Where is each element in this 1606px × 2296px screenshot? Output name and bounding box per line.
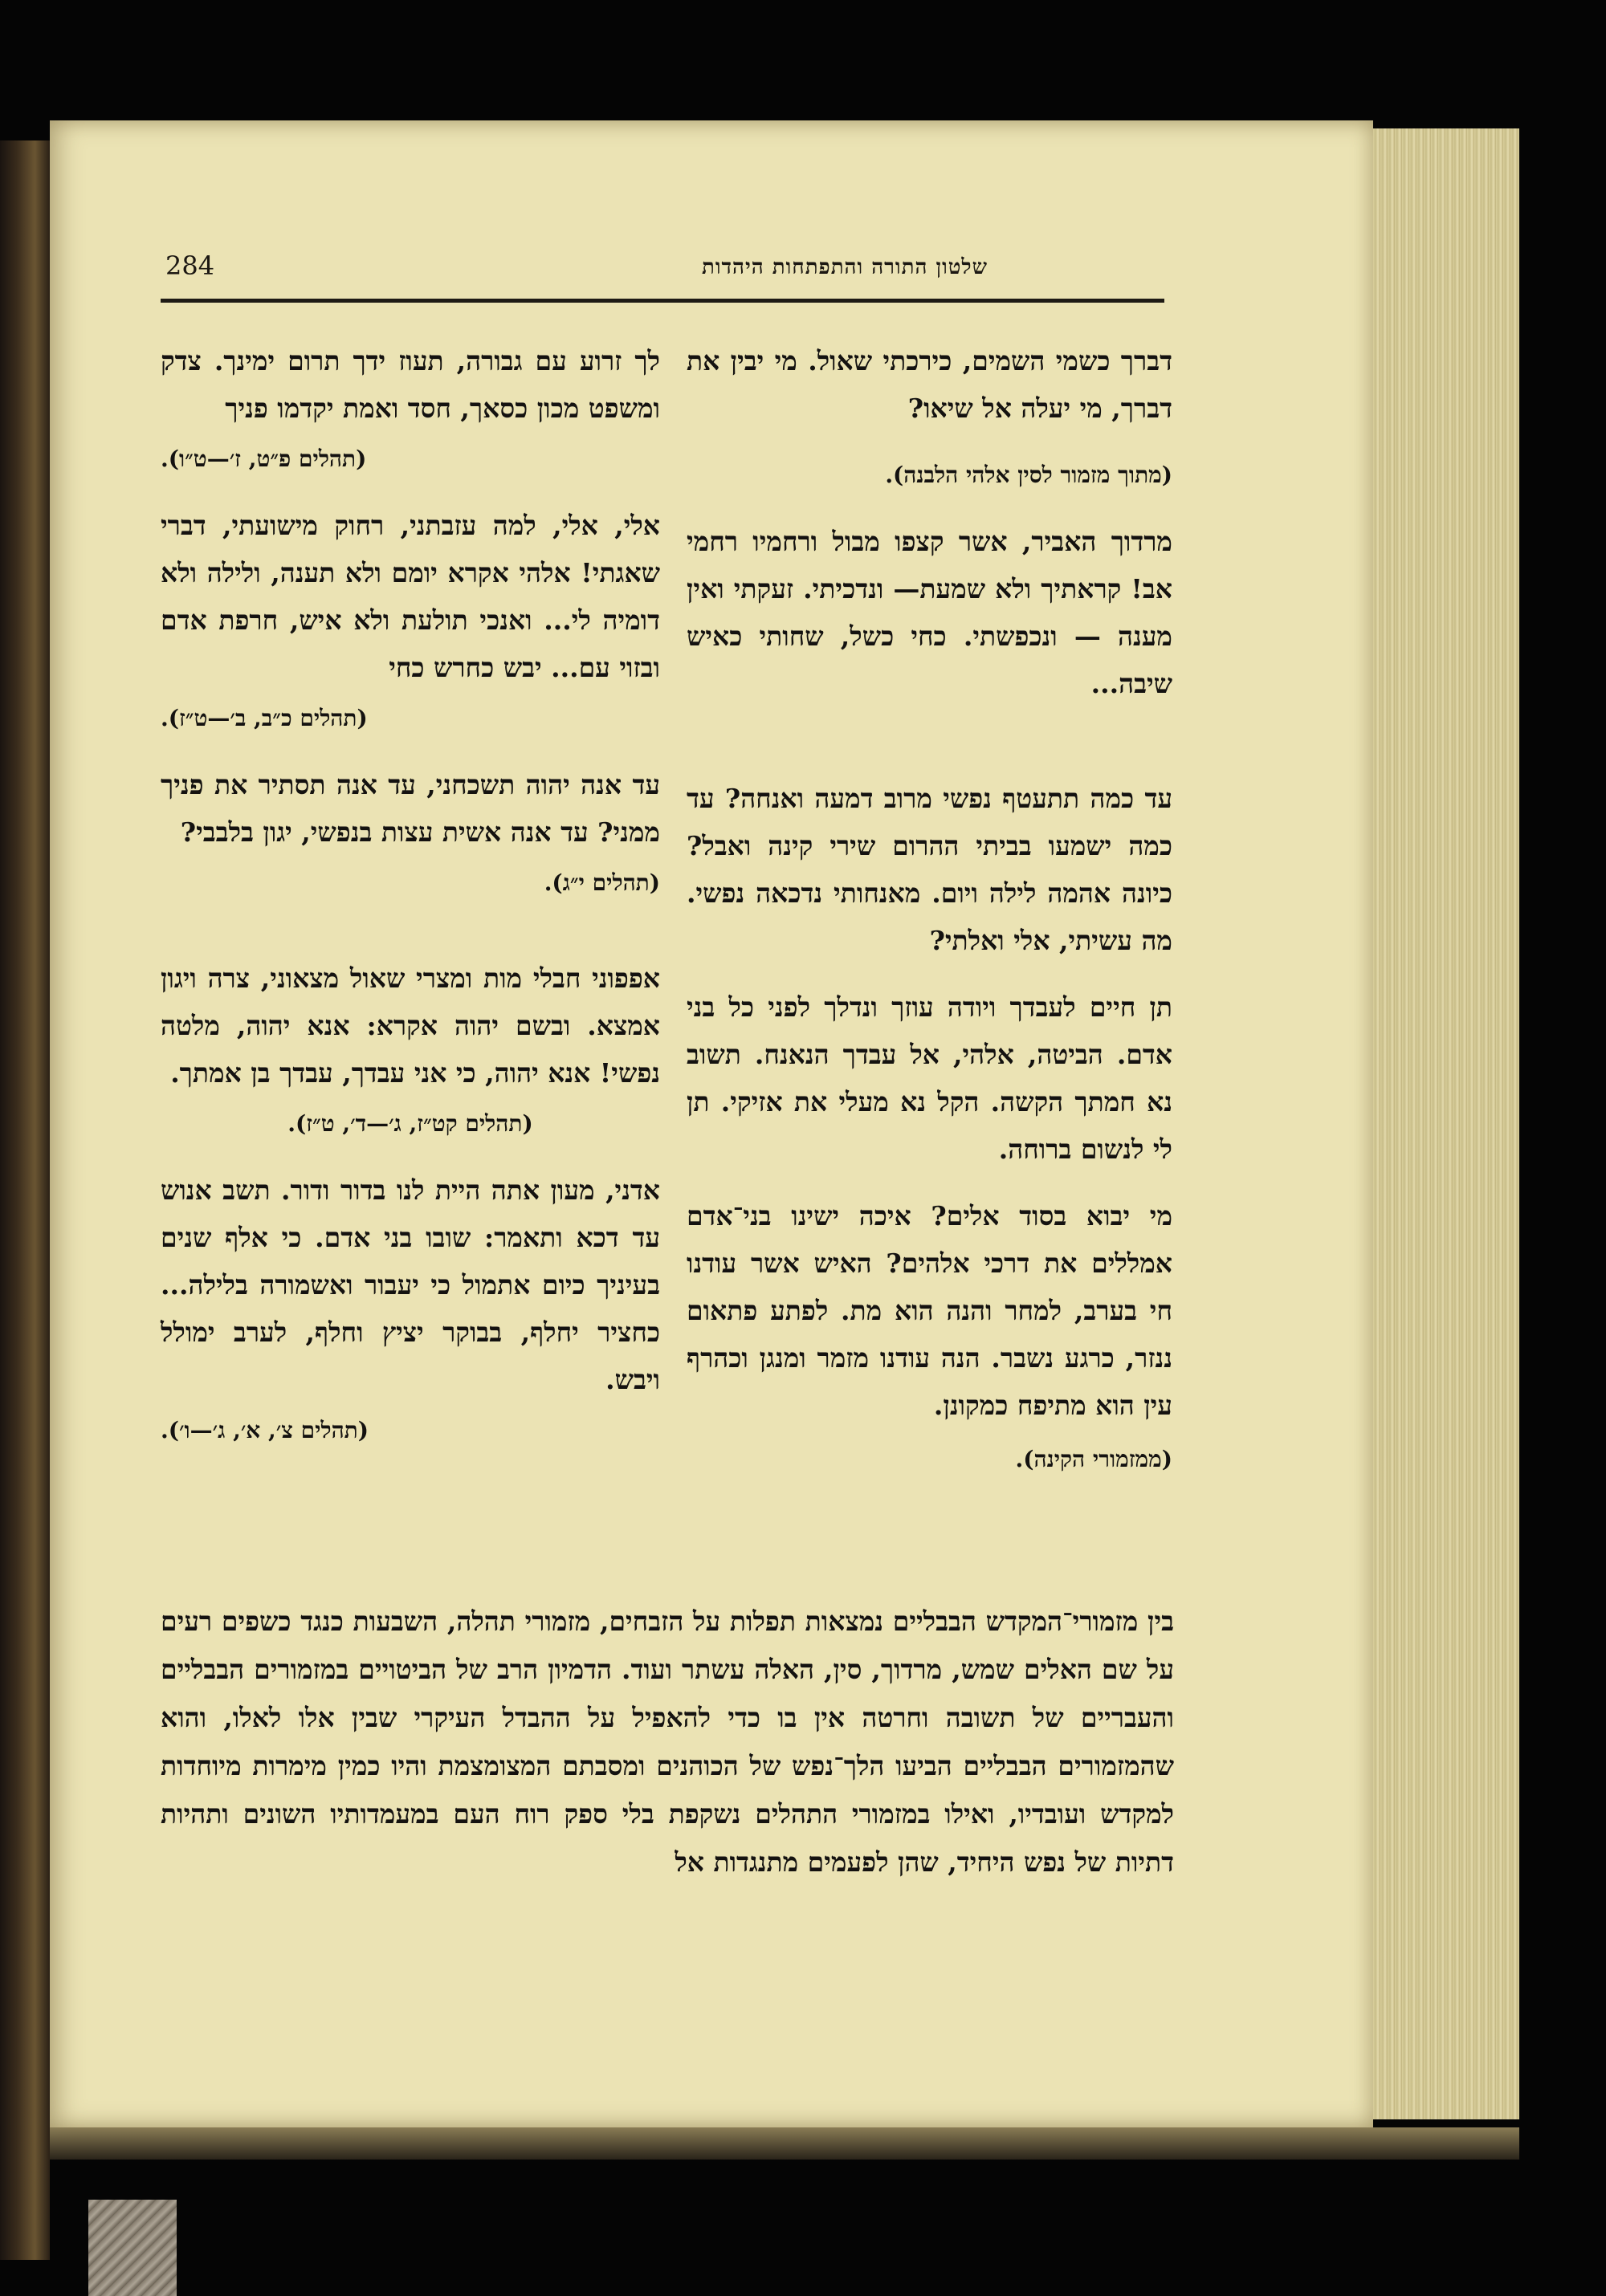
right-block-4: תן חיים לעבדך ויודה עוזך ונדלך לפני כל בני אדם. הביטה, אלהי, אל עבדך הנאנח. תשוב נא חמתך הקשה. הקל נא מעלי את אזיקי. תן לי לנשום ברוחה. xyxy=(687,991,1172,1165)
left-block-1: לך זרוע עם גבורה, תעוז ידך תרום ימינך. צדק ומשפט מכון כסאך, חסד ואמת יקדמו פניך xyxy=(161,345,660,424)
page-edges xyxy=(1373,128,1519,2119)
running-title: שלטון התורה והתפתחות היהדות xyxy=(702,255,988,279)
right-block-3: עד כמה תתעטף נפשי מרוב דמעה ואנחה? עד כמה ישמעו בביתי ההרום שירי קינה ואבל? כיונה אהמה לילה ויום. מאנחותי נדכאה נפשי. מה עשיתי, אלי ואלתי? xyxy=(687,783,1172,956)
left-column xyxy=(161,337,660,1473)
right-block-5-source: (ממזמורי הקינה). xyxy=(1015,1446,1172,1472)
left-block-5-source: (תהלים צ׳, א׳, ג׳—ו׳). xyxy=(161,1417,369,1443)
body-paragraph: בין מזמורי־המקדש הבבליים נמצאות תפלות על הזבחים, מזמורי תהלה, השבעות כנגד כשפים רעים על שם האלים שמש, מרדוך, סין, האלה עשתר ועוד. הדמיון הרב של הביטויים במזמורים הבבליים והעבריים של תשובה וחרטה אין בו כדי להאפיל על ההבדל העיקרי שבין אלו לאלו, והוא שהמזמורים הבבליים הביעו הלך־נפש של הכוהנים ומסבתם המצומצמת והיו כמין מימרות מיוחדות למקדש ועובדיו, ואילו במזמורי התהלים נשקפת בלי ספק רוח העם במעמדותיו השונים ותהיות דתיות של נפש היחיד, שהן לפעמים מתנגדות אל xyxy=(161,1606,1174,1878)
right-column xyxy=(687,337,1172,1502)
left-block-2-source: (תהלים כ״ב, ב׳—ט״ז). xyxy=(161,705,368,731)
left-block-3-source: (תהלים י״ג). xyxy=(544,869,660,896)
right-block-5: מי יבוא בסוד אלים? איכה ישינו בני־אדם אמללים את דרכי אלהים? האיש אשר עודנו חי בערב, למחר והנה הוא מת. לפתע פתאום ננזר, כרגע נשבר. הנה עודנו מזמר ומנגן וכהרף עין הוא מתיפח כמקונן. xyxy=(687,1200,1172,1421)
left-block-4: אפפוני חבלי מות ומצרי שאול מצאוני, צרה ויגון אמצא. ובשם יהוה אקרא: אנא יהוה, מלטה נפשי! אנא יהוה, כי אני עבדך, עבדך בן אמתך. xyxy=(161,963,660,1089)
left-block-2: אלי, אלי, למה עזבתני, רחוק מישועתי, דברי שאגתי! אלהי אקרא יומם ולא תענה, ולילה ולא דומיה לי... ואנכי תולעת ולא איש, חרפת אדם ובזוי עם... יבש כחרש כחי xyxy=(161,510,660,683)
book-bottom-edge xyxy=(50,2127,1519,2160)
header-rule xyxy=(161,299,1164,303)
right-block-1-source: (מתוך מזמור לסין אלהי הלבנה). xyxy=(885,462,1172,488)
right-block-1: דברך כשמי השמים, כירכתי שאול. מי יבין את דברך, מי יעלה אל שיאו? xyxy=(687,345,1172,424)
book-spine xyxy=(0,140,50,2260)
left-block-5: אדני, מעון אתה היית לנו בדור ודור. תשב אנוש עד דכא ותאמר: שובו בני אדם. כי אלף שנים בעיניך כיום אתמול כי יעבור ואשמורה בלילה... כחציר יחלף, בבוקר יציץ וחלף, לערב ימולל ויבש. xyxy=(161,1174,660,1395)
left-block-3: עד אנה יהוה תשכחני, עד אנה תסתיר את פניך ממני? עד אנה אשית עצות בנפשי, יגון בלבבי? xyxy=(161,769,660,848)
running-header xyxy=(161,250,1164,299)
right-block-2: מרדוך האביר, אשר קצפו מבול ורחמיו רחמי אב! קראתיך ולא שמעת— ונדכיתי. זעקתי ואין מענה — ונכפשתי. כחי כשל, שחותי כאיש שיבה... xyxy=(687,526,1172,699)
left-block-4-source: (תהלים קט״ז, ג׳—ד׳, ט״ז). xyxy=(287,1110,533,1137)
left-block-1-source: (תהלים פ״ט, ז׳—ט״ו). xyxy=(161,446,367,472)
page-number: 284 xyxy=(165,250,215,281)
ribbon-bookmark xyxy=(88,2200,177,2296)
